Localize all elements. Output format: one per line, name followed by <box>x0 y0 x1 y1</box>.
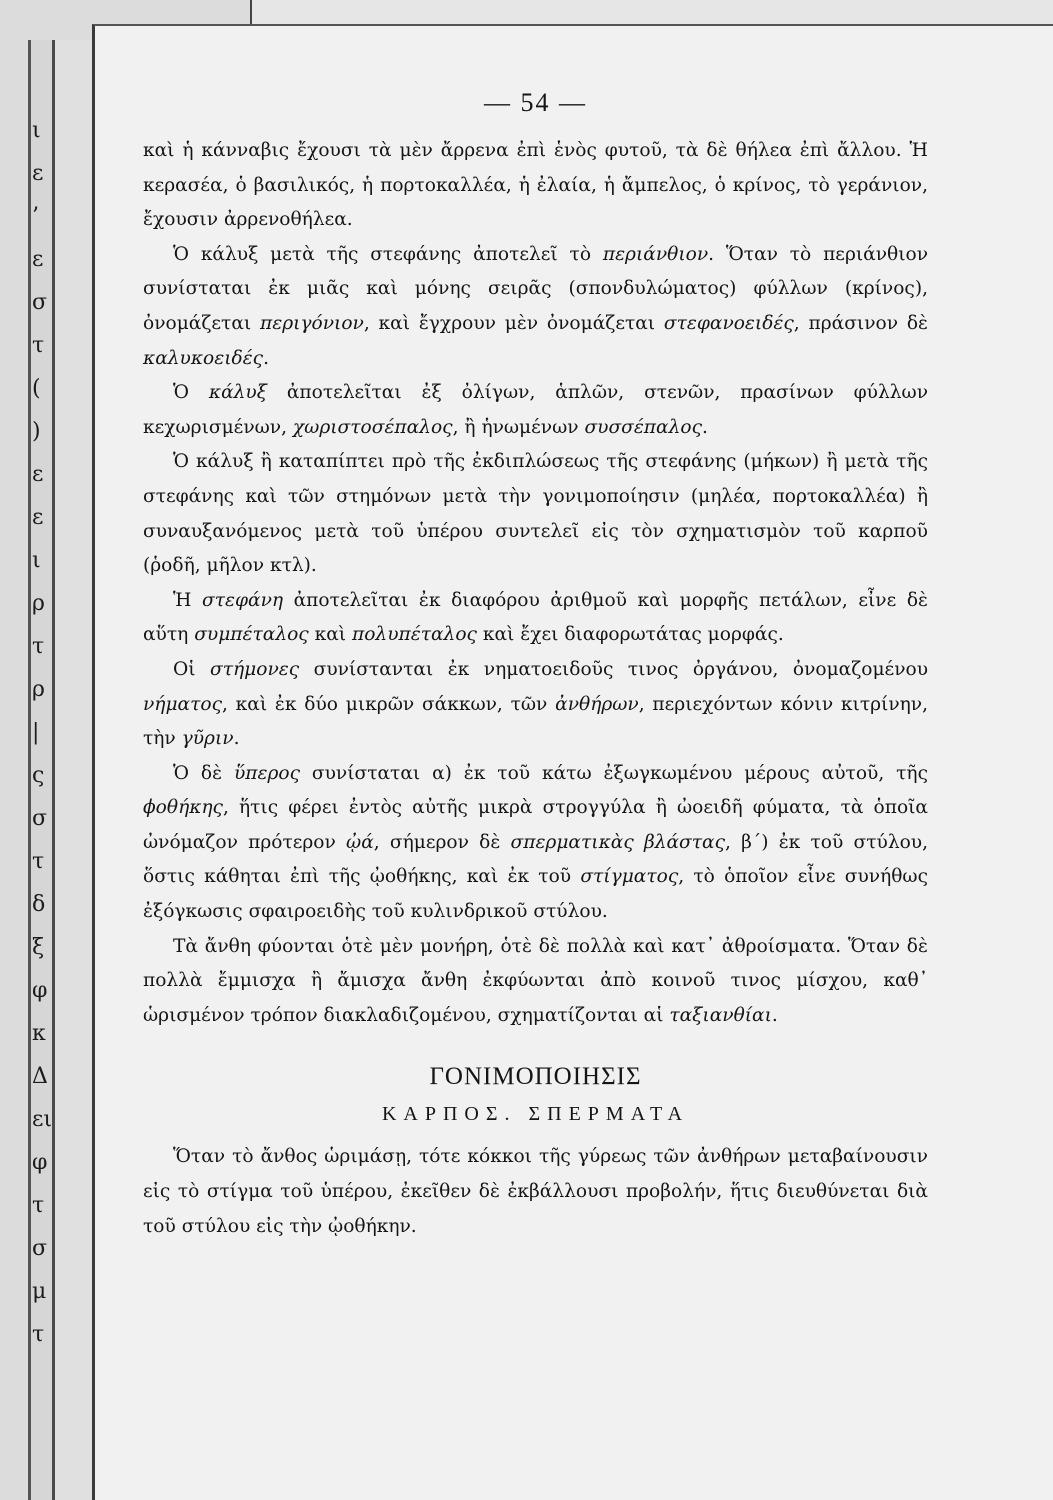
margin-fragment: ρ <box>32 677 45 702</box>
margin-fragment: τ <box>32 1322 45 1347</box>
text-run: , β΄) ἐκ τοῦ στύλου, ὅστις κάθηται ἐπὶ τῆς ᾠοθήκης, καὶ ἐκ τοῦ <box>143 831 929 888</box>
text-run: . <box>701 416 708 438</box>
paragraph-p6 <box>143 653 928 757</box>
margin-fragment: ε <box>32 505 44 530</box>
margin-fragment: ’ <box>32 204 39 229</box>
margin-fragment: ε <box>32 462 44 487</box>
margin-fragment: δ <box>32 892 46 917</box>
margin-fragment: τ <box>32 1193 45 1218</box>
margin-fragment: ει <box>32 1107 53 1132</box>
italic-term: κάλυξ <box>208 382 267 404</box>
text-run: , καὶ ἐκ δύο μικρῶν σάκκων, τῶν <box>221 693 556 715</box>
margin-fragment: τ <box>32 634 45 659</box>
italic-term: γῦριν <box>181 728 234 750</box>
margin-fragment: ε <box>32 161 44 186</box>
italic-term: στεφάνη <box>202 589 284 611</box>
text-run: Ὁ κάλυξ μετὰ τῆς στεφάνης ἀποτελεῖ τὸ <box>173 243 603 265</box>
text-run: , τὸ ὁποῖον εἶνε συνήθως ἐξόγκωσις σφαιροειδὴς τοῦ κυλινδρικοῦ στύλου. <box>143 866 929 923</box>
text-run: ἀποτελεῖται ἐξ ὀλίγων, ἁπλῶν, στενῶν, πρασίνων φύλλων κεχωρισμένων, <box>143 382 929 438</box>
text-run: , πράσινον δὲ <box>793 312 928 334</box>
text-run: , ἥτις φέρει ἐντὸς αὐτῆς μικρὰ στρογγύλα ἢ ὠοειδῆ φύματα, τὰ ὁποῖα ὠνόμαζον πρότερον <box>143 797 928 853</box>
italic-term: στήμονες <box>210 658 300 680</box>
body-text <box>143 134 928 1033</box>
text-run: καὶ <box>308 624 353 646</box>
italic-term: συμπέταλος <box>194 624 309 646</box>
italic-term: νήματος <box>143 693 222 715</box>
page-content <box>143 88 928 1244</box>
paragraph-p8 <box>143 930 928 1034</box>
margin-fragment: ι <box>32 118 41 143</box>
italic-term: στίγματος <box>580 866 679 888</box>
italic-term: ἀνθήρων <box>555 693 639 715</box>
text-run: Οἱ <box>173 658 211 680</box>
margin-fragment: ε <box>32 247 44 272</box>
margin-fragment: ξ <box>32 935 45 960</box>
text-run: . Ὅταν τὸ περιάνθιον συνίσταται ἐκ μιᾶς καὶ μόνης σειρᾶς (σπονδυλώματος) φύλλων (κρίνος), ὀνομάζεται <box>143 243 929 334</box>
page-number: — 54 — <box>484 88 587 117</box>
text-run: . <box>263 347 270 369</box>
margin-fragment: φ <box>32 978 48 1003</box>
text-run: Ὁ κάλυξ ἢ καταπίπτει πρὸ τῆς ἐκδιπλώσεως τῆς στεφάνης (μήκων) ἢ μετὰ τῆς στεφάνης καὶ τῶν στημόνων μετὰ τὴν γονιμοποίησιν (μηλέα, πορτοκαλλέα) ἢ συναυξανόμενος μετὰ τοῦ ὑπέρου συντελεῖ εἰς τὸν σχηματισμὸν τοῦ καρποῦ (ῥοδῆ, μῆλον κτλ). <box>143 451 928 577</box>
text-run: συνίσταται α) ἐκ τοῦ κάτω ἐξωγκωμένου μέρους αὐτοῦ, τῆς <box>300 762 928 784</box>
margin-fragment: φ <box>32 1150 48 1175</box>
italic-term: ᾠά <box>346 831 374 853</box>
text-run: . <box>233 728 240 750</box>
text-run: καὶ ἡ κάνναβις ἔχουσι τὰ μὲν ἄρρενα ἐπὶ ἑνὸς φυτοῦ, τὰ δὲ θήλεα ἐπὶ ἄλλου. Ἡ κερασέα, ὁ βασιλικός, ἡ πορτοκαλλέα, ἡ ἐλαία, ἡ ἄμπελος, ὁ κρίνος, τὸ γεράνιον, ἔχουσιν ἀρρενοθήλεα. <box>143 140 928 231</box>
margin-fragment: | <box>32 720 40 745</box>
text-run: Ὁ δὲ <box>173 762 234 784</box>
italic-term: περιγόνιον <box>260 312 364 334</box>
italic-term: στεφανοειδές <box>663 312 794 334</box>
italic-term: ϕοθήκης <box>143 797 223 819</box>
paragraph-p1 <box>143 134 928 238</box>
margin-fragment: κ <box>32 1021 46 1046</box>
paragraph-p2 <box>143 238 928 376</box>
text-run: , περιεχόντων κόνιν κιτρίνην, τὴν <box>143 693 928 750</box>
text-run: καὶ ἔχει διαφορωτάτας μορφάς. <box>476 624 784 646</box>
final-paragraph: Ὅταν τὸ ἄνθος ὡριμάσῃ, τότε κόκκοι τῆς γύρεως τῶν ἀνθήρων μεταβαίνουσιν εἰς τὸ στίγμα τοῦ ὑπέρου, ἐκεῖθεν δὲ ἐκβάλλουσι προβολήν, ἥτις διευθύνεται διὰ τοῦ στύλου εἰς τὴν ᾠοθήκην. <box>143 1146 928 1237</box>
margin-fragment: ι <box>32 548 41 573</box>
text-run: , σήμερον δὲ <box>373 831 511 853</box>
section-heading: ΓΟΝΙΜΟΠΟΙΗΣΙΣ <box>429 1063 642 1091</box>
margin-fragment: μ <box>32 1279 47 1304</box>
text-run: ἀποτελεῖται ἐκ διαφόρου ἀριθμοῦ καὶ μορφῆς πετάλων, εἶνε δὲ αὕτη <box>143 589 929 646</box>
paragraph-p5 <box>143 584 928 653</box>
margin-fragment: σ <box>32 1236 48 1261</box>
book-page <box>92 24 1053 1500</box>
paragraph-p4 <box>143 445 928 583</box>
italic-term: πολυπέταλος <box>352 624 477 646</box>
italic-term: σπερματικὰς βλάστας <box>510 831 726 853</box>
margin-fragment: σ <box>32 290 48 315</box>
text-run: συνίστανται ἐκ νηματοειδοῦς τινος ὀργάνου, ὀνομαζομένου <box>299 658 928 680</box>
text-run: , ἢ ἡνωμένων <box>452 416 585 438</box>
margin-fragment: Δ <box>32 1064 48 1089</box>
text-run: Ὁ <box>173 382 209 404</box>
text-run: Ἡ <box>173 589 203 611</box>
margin-fragment: ) <box>32 419 41 444</box>
text-run: Τὰ ἄνθη φύονται ὁτὲ μὲν μονήρη, ὁτὲ δὲ πολλὰ καὶ κατ᾿ ἀθροίσματα. Ὅταν δὲ πολλὰ ἔμμισχα ἢ ἄμισχα ἄνθη ἐκφύωνται ἀπὸ κοινοῦ τινος μίσχου, καθ᾿ ὡρισμένον τρόπον διακλαδιζομένου, σχηματίζονται αἱ <box>143 935 928 1026</box>
margin-fragment: σ <box>32 806 48 831</box>
italic-term: ταξιανθίαι <box>669 1004 772 1026</box>
margin-fragment: ς <box>32 763 45 788</box>
italic-term: συσσέπαλος <box>584 416 702 438</box>
paragraph-p3 <box>143 376 928 445</box>
italic-term: καλυκοειδές <box>143 347 264 369</box>
italic-term: ὕπερος <box>233 762 301 784</box>
text-run: . <box>771 1004 778 1026</box>
margin-fragment: ρ <box>32 591 45 616</box>
text-run: , καὶ ἔγχρουν μὲν ὀνομάζεται <box>363 312 664 334</box>
margin-fragment: ( <box>32 376 41 401</box>
italic-term: χωριστοσέπαλος <box>292 416 453 438</box>
margin-fragment: τ <box>32 333 45 358</box>
italic-term: περιάνθιον <box>602 243 709 265</box>
margin-fragment: τ <box>32 849 45 874</box>
paragraph-p7 <box>143 757 928 930</box>
section-subheading: ΚΑΡΠΟΣ. ΣΠΕΡΜΑΤΑ <box>381 1103 690 1126</box>
